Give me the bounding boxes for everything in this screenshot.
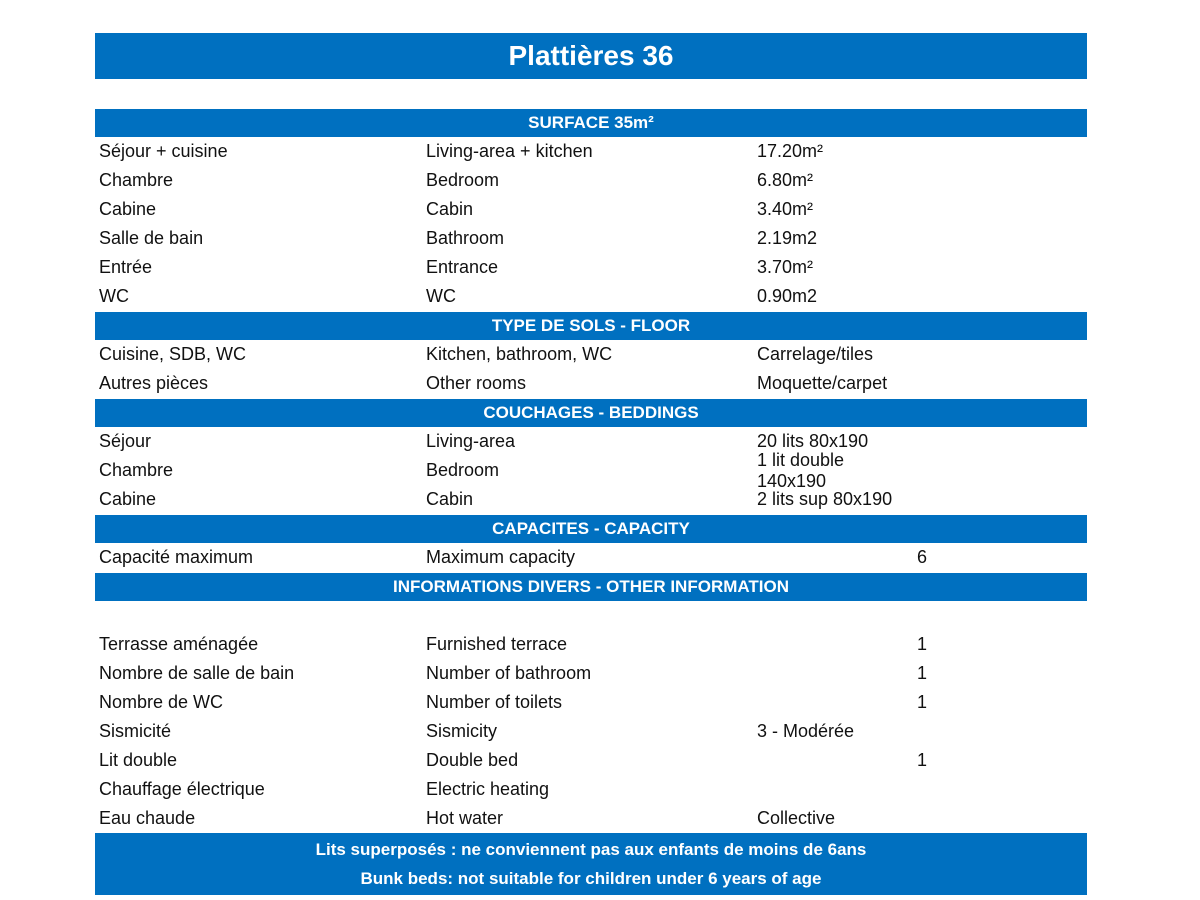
table-row (95, 746, 1087, 775)
cell-label-fr: Cabine (99, 199, 157, 219)
cell-count: 1 (917, 750, 928, 770)
cell-count: 1 (917, 692, 928, 712)
cell-label-fr: Sismicité (99, 721, 172, 741)
section-header: SURFACE 35m² (95, 108, 1087, 137)
cell-label-fr: Séjour (99, 431, 152, 451)
table-row (95, 195, 1087, 224)
cell-value: 2.19m2 (757, 228, 818, 248)
cell-label-en: Bedroom (426, 460, 500, 480)
table-row (95, 775, 1087, 804)
spacer (95, 79, 1087, 108)
cell-label-en: Entrance (426, 257, 499, 277)
cell-label-en: WC (426, 286, 456, 306)
cell-label-en: Hot water (426, 808, 504, 828)
table-row (95, 282, 1087, 311)
cell-value: 0.90m2 (757, 286, 818, 306)
cell-label-fr: Capacité maximum (99, 547, 254, 567)
section-header: TYPE DE SOLS - FLOOR (95, 311, 1087, 340)
cell-label-fr: Eau chaude (99, 808, 196, 828)
cell-label-fr: Chambre (99, 460, 174, 480)
footer-note (95, 833, 1087, 895)
cell-value: 6.80m² (757, 170, 814, 190)
cell-label-en: Living-area (426, 431, 516, 451)
cell-count: 1 (917, 663, 928, 683)
cell-value: Carrelage/tiles (757, 344, 874, 364)
table-row (95, 449, 1087, 491)
cell-label-fr: Cabine (99, 489, 157, 509)
section-header: INFORMATIONS DIVERS - OTHER INFORMATION (95, 572, 1087, 601)
cell-label-fr: Terrasse aménagée (99, 634, 259, 654)
cell-value: 17.20m² (757, 141, 824, 161)
cell-label-en: Kitchen, bathroom, WC (426, 344, 613, 364)
cell-label-en: Bathroom (426, 228, 505, 248)
cell-label-en: Furnished terrace (426, 634, 568, 654)
table-row (95, 427, 1087, 456)
cell-value: 2 lits sup 80x190 (757, 489, 893, 509)
table-row (95, 717, 1087, 746)
sections-container (95, 108, 1087, 833)
table-row (95, 137, 1087, 166)
property-sheet (95, 33, 1087, 895)
cell-label-fr: Autres pièces (99, 373, 209, 393)
cell-count: 1 (917, 634, 928, 654)
table-row (95, 369, 1087, 398)
table-row (95, 659, 1087, 688)
cell-label-fr: Chambre (99, 170, 174, 190)
cell-label-en: Bedroom (426, 170, 500, 190)
footer-note-en: Bunk beds: not suitable for children under 6 years of age (360, 869, 822, 888)
cell-label-fr: Séjour + cuisine (99, 141, 228, 161)
cell-label-fr: Salle de bain (99, 228, 204, 248)
cell-value: 1 lit double 140x190 (757, 449, 845, 491)
page-title: Plattières 36 (95, 33, 1087, 79)
section-header: CAPACITES - CAPACITY (95, 514, 1087, 543)
cell-value: 3.40m² (757, 199, 814, 219)
cell-label-en: Electric heating (426, 779, 550, 799)
cell-label-en: Sismicity (426, 721, 497, 741)
cell-label-en: Living-area + kitchen (426, 141, 593, 161)
table-row (95, 630, 1087, 659)
cell-label-fr: Entrée (99, 257, 153, 277)
cell-count: 6 (917, 547, 928, 567)
table-row (95, 253, 1087, 282)
table-row (95, 543, 1087, 572)
cell-value: Moquette/carpet (757, 373, 888, 393)
cell-label-en: Other rooms (426, 373, 527, 393)
cell-value: 3 - Modérée (757, 721, 855, 741)
cell-label-fr: Nombre de WC (99, 692, 224, 712)
table-row (95, 688, 1087, 717)
section-header: COUCHAGES - BEDDINGS (95, 398, 1087, 427)
cell-label-en: Number of toilets (426, 692, 563, 712)
cell-label-fr: Nombre de salle de bain (99, 663, 295, 683)
table-row (95, 340, 1087, 369)
table-row (95, 804, 1087, 833)
table-row (95, 166, 1087, 195)
cell-label-en: Number of bathroom (426, 663, 592, 683)
cell-label-fr: WC (99, 286, 129, 306)
footer-note-fr: Lits superposés : ne conviennent pas aux enfants de moins de 6ans (315, 840, 867, 859)
cell-label-fr: Chauffage électrique (99, 779, 265, 799)
cell-label-en: Cabin (426, 199, 474, 219)
table-row (95, 485, 1087, 514)
cell-label-fr: Cuisine, SDB, WC (99, 344, 247, 364)
blank-row (95, 601, 1087, 630)
cell-label-en: Cabin (426, 489, 474, 509)
cell-value: 3.70m² (757, 257, 814, 277)
cell-label-en: Double bed (426, 750, 519, 770)
table-row (95, 224, 1087, 253)
cell-label-en: Maximum capacity (426, 547, 576, 567)
cell-value: 20 lits 80x190 (757, 431, 869, 451)
cell-value: Collective (757, 808, 836, 828)
cell-label-fr: Lit double (99, 750, 178, 770)
